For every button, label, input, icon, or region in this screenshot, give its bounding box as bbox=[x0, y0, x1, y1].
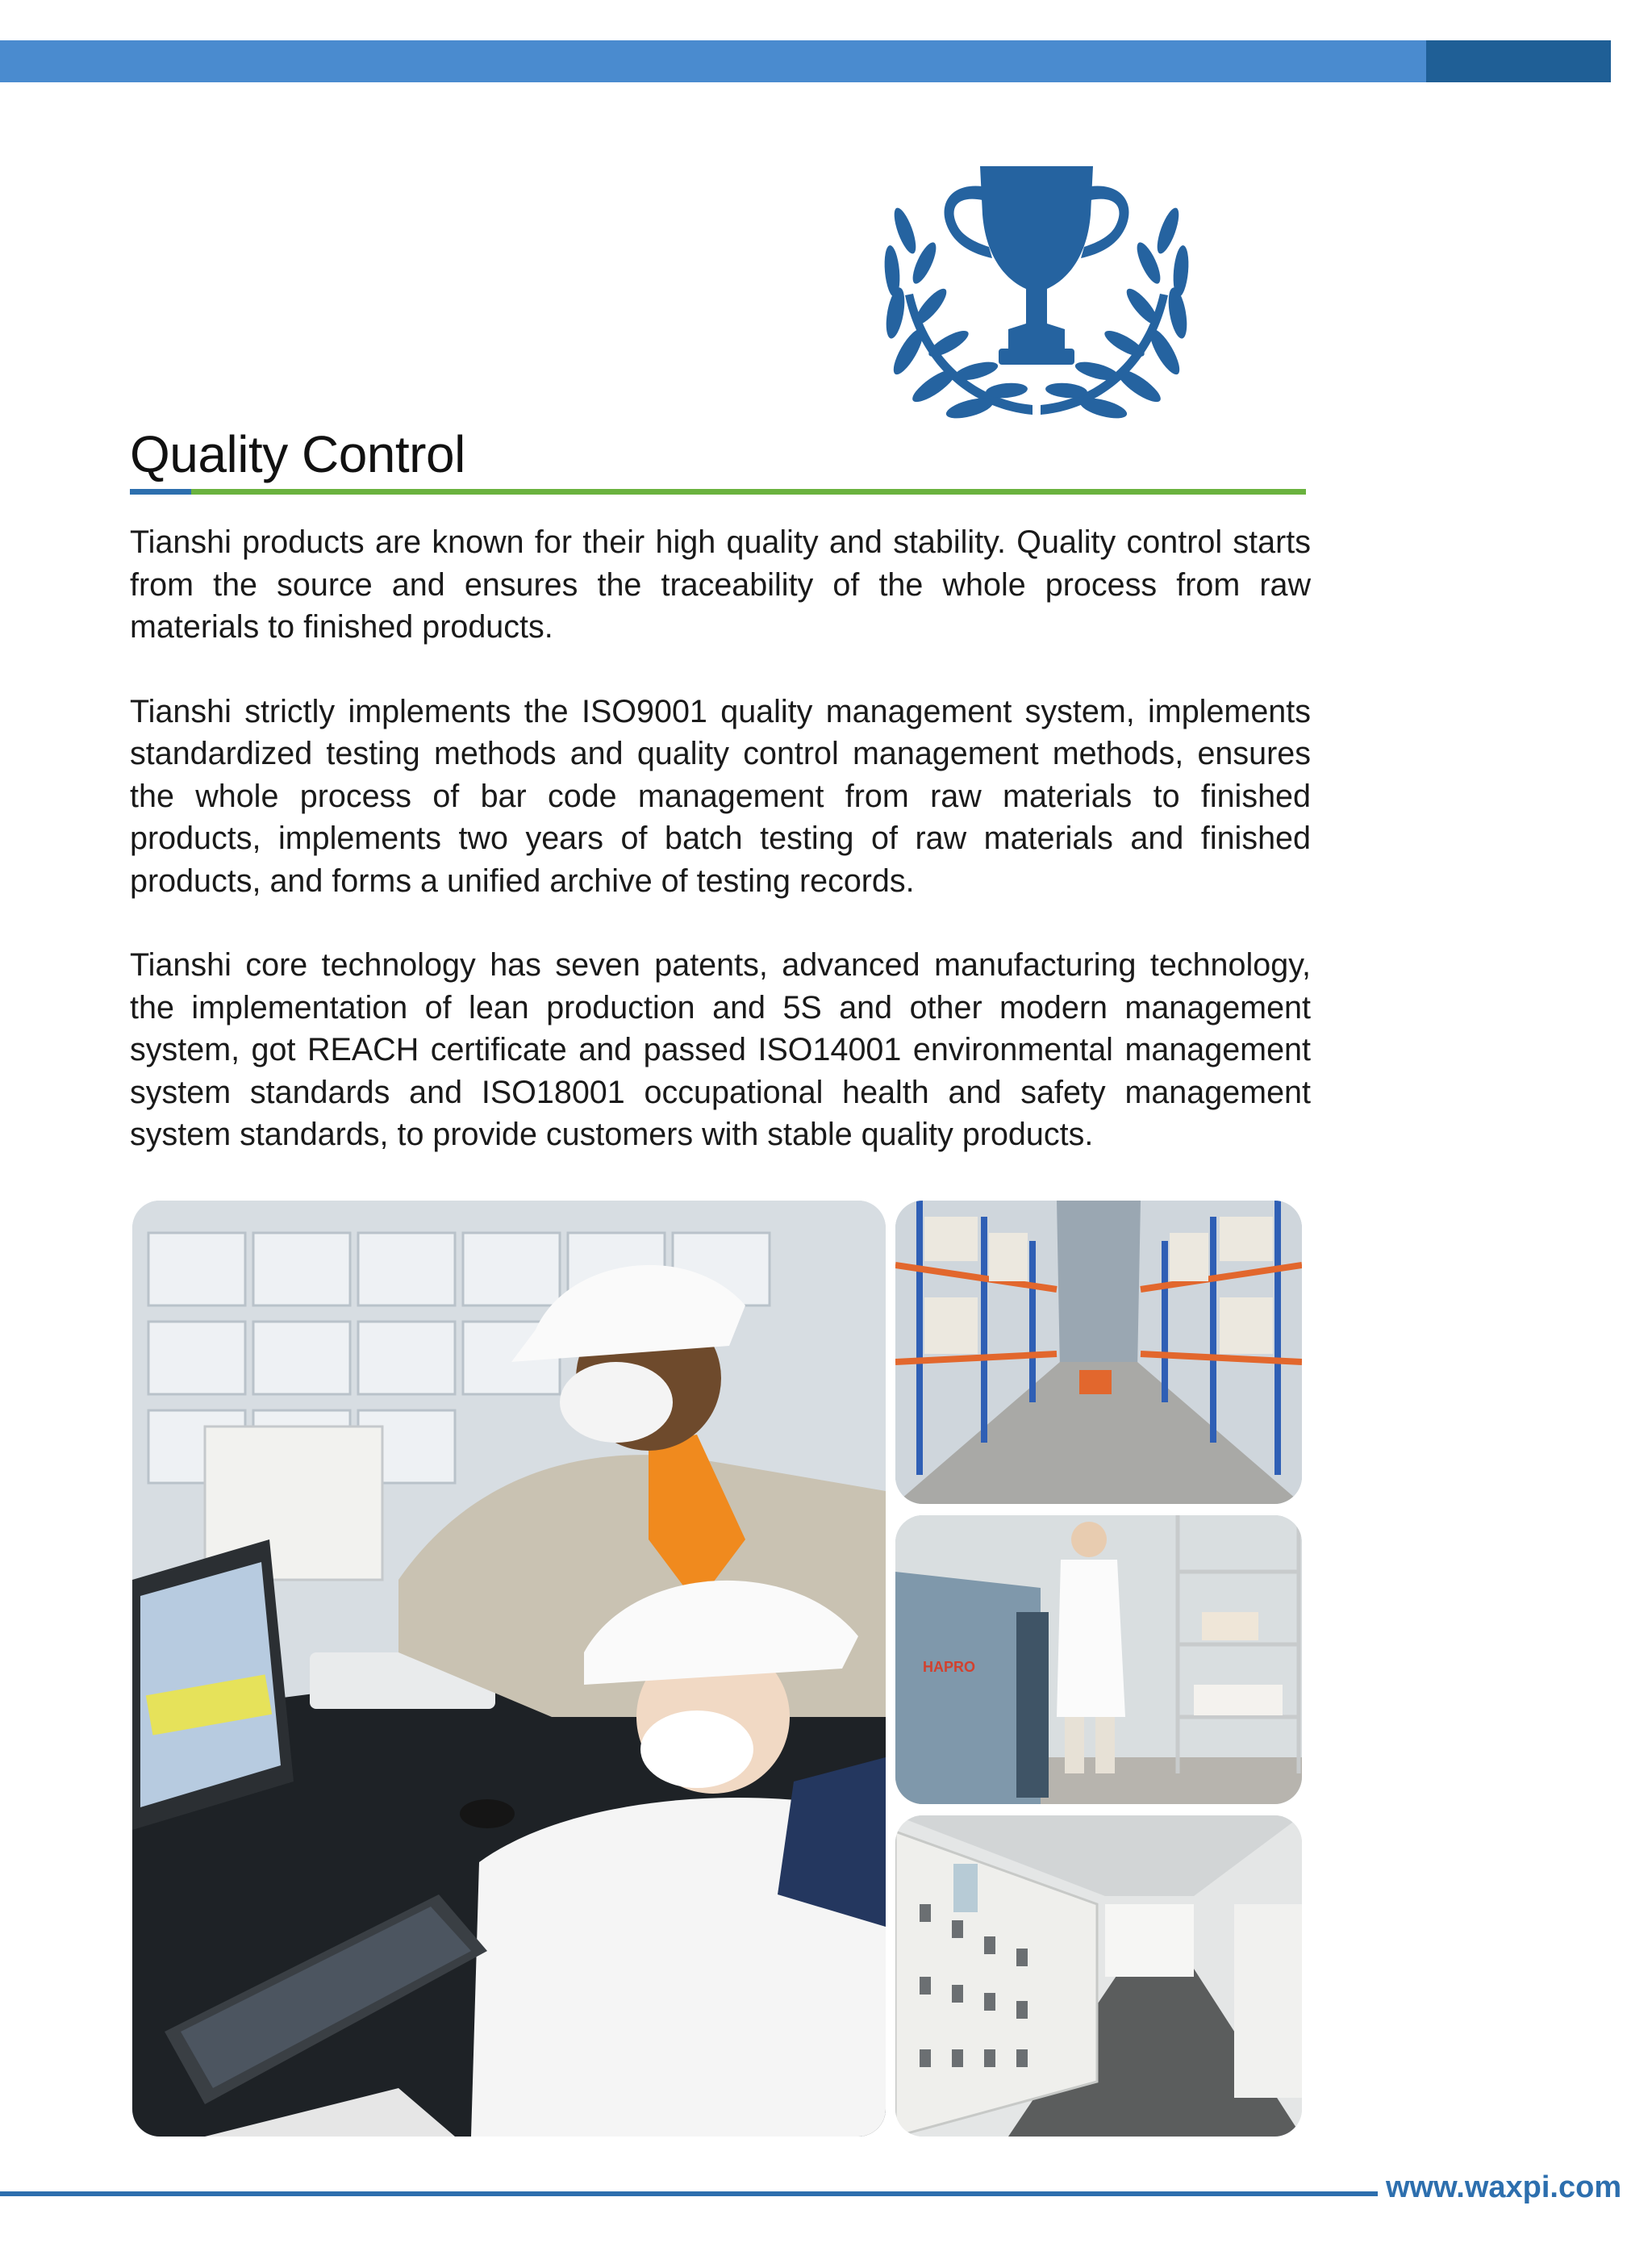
header-bar bbox=[0, 40, 1611, 82]
footer-rule bbox=[0, 2191, 1378, 2196]
paragraph-intro: Tianshi products are known for their high quality and stability. Quality control starts from the source and ensures the traceability of the whole process from raw materials to finished products. bbox=[130, 524, 1311, 645]
footer-website-url[interactable]: www.waxpi.com bbox=[1386, 2170, 1622, 2204]
paragraph-iso9001: Tianshi strictly implements the ISO9001 quality management system, implements standardized testing methods and quality control management methods, ensures the whole process of bar code management from raw materials to finished products, implements two years of batch testing of raw materials and finished products, and forms a unified archive of testing records. bbox=[130, 693, 1311, 899]
warehouse-photo bbox=[895, 1201, 1302, 1504]
trophy-laurel-icon bbox=[871, 158, 1202, 424]
header-bar-accent bbox=[1426, 40, 1611, 82]
title-underline-accent bbox=[130, 489, 191, 495]
body-text bbox=[130, 521, 1311, 1198]
page-title: Quality Control bbox=[130, 425, 465, 483]
electrical-room-photo bbox=[895, 1815, 1302, 2137]
lab-testing-photo bbox=[132, 1201, 886, 2137]
workshop-machine-sign: HAPRO bbox=[923, 1659, 976, 1675]
paragraph-technology: Tianshi core technology has seven patents, advanced manufacturing technology, the implementation of lean production and 5S and other modern management system, got REACH certificate and passed ISO14001 environmental management system standards and ISO18001 occupational health and safety management system standards, to provide customers with stable quality products. bbox=[130, 947, 1311, 1152]
title-underline bbox=[130, 489, 1306, 495]
workshop-photo bbox=[895, 1515, 1302, 1804]
